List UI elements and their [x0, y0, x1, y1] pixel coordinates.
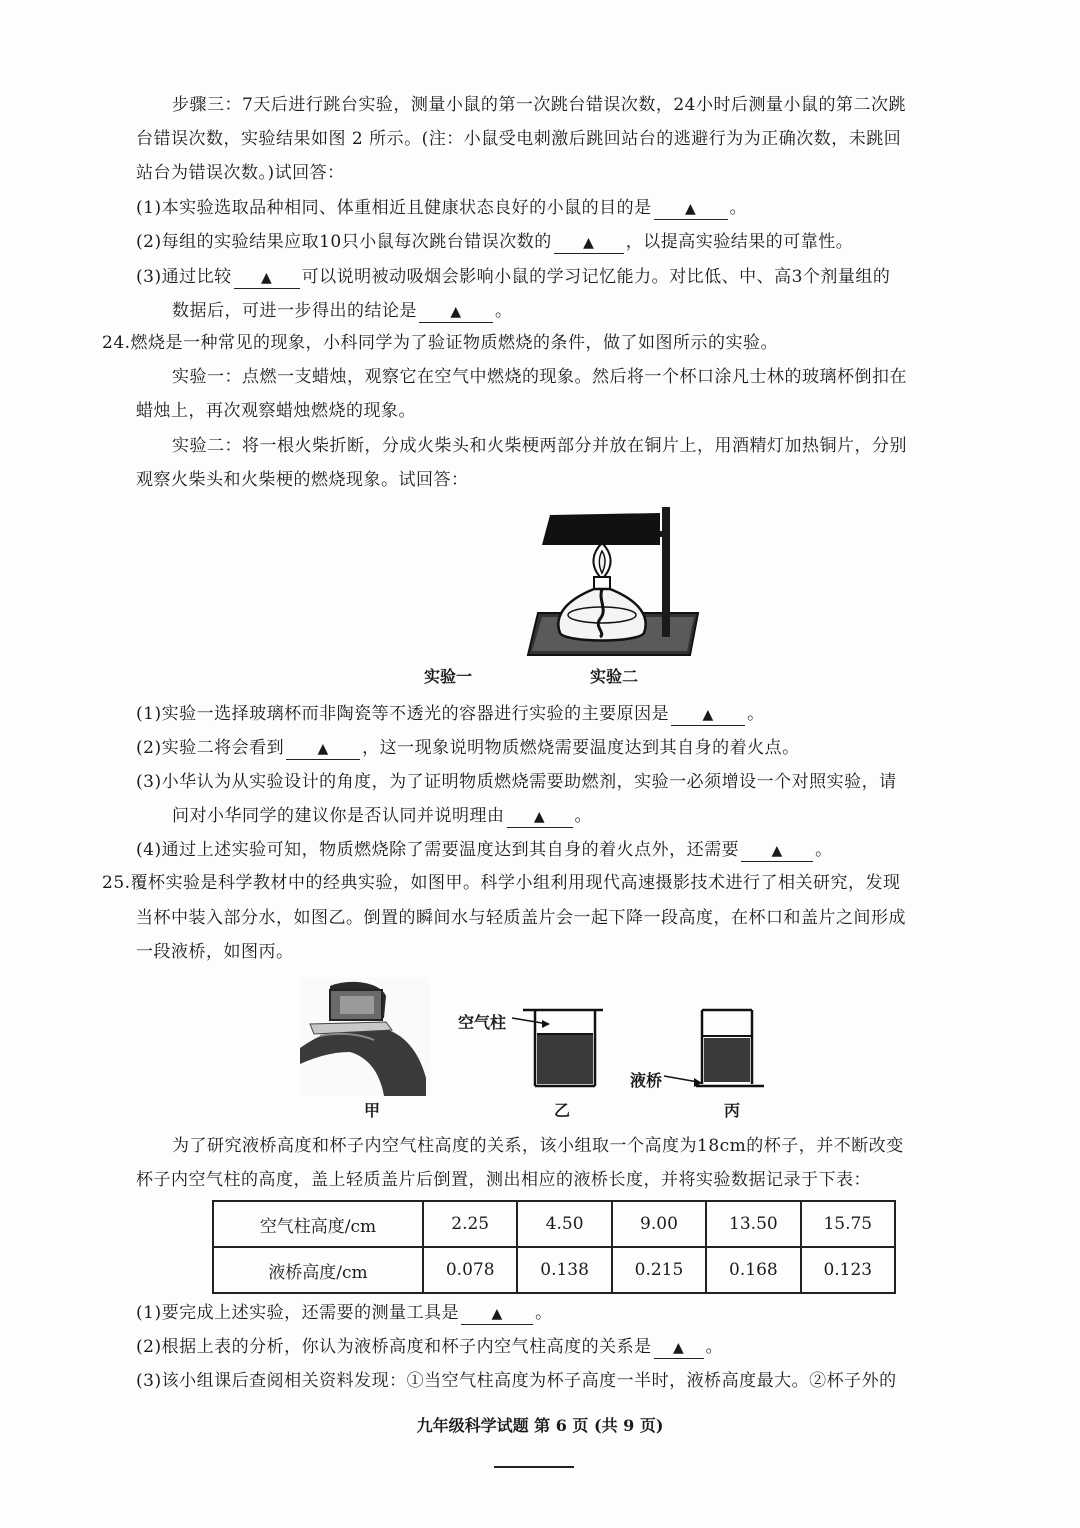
q24-exp1-line2: 蜡烛上，再次观察蜡烛燃烧的现象。 — [136, 401, 416, 421]
figure-caption-bing: 丙 — [724, 1101, 741, 1120]
row-header-liquid-bridge: 液桥高度/cm — [213, 1247, 423, 1293]
q23-part1: (1)本实验选取品种相同、体重相近且健康状态良好的小鼠的目的是 ▲ 。 — [136, 198, 748, 218]
q23-part3: (3)通过比较 ▲ 可以说明被动吸烟会影响小鼠的学习记忆能力。对比低、中、高3个剂量组的 — [136, 267, 891, 287]
answer-blank[interactable]: ▲ — [507, 806, 573, 828]
divider — [494, 1466, 574, 1468]
page-footer: 九年级科学试题 第 6 页 (共 9 页) — [416, 1416, 664, 1435]
q25-intro-line3: 一段液桥，如图丙。 — [136, 942, 294, 962]
q25-para-line2: 杯子内空气柱的高度，盖上轻质盖片后倒置，测出相应的液桥长度，并将实验数据记录于下表： — [136, 1170, 871, 1190]
alcohol-lamp-figure — [520, 505, 700, 665]
answer-blank[interactable]: ▲ — [741, 840, 813, 862]
step3-line3: 站台为错误次数。)试回答： — [136, 163, 345, 183]
label-air-column: 空气柱 — [458, 1013, 507, 1032]
table-cell: 2.25 — [423, 1201, 517, 1247]
table-cell: 0.138 — [517, 1247, 611, 1293]
answer-blank[interactable]: ▲ — [671, 704, 745, 726]
cup-diagram-bing — [692, 1002, 772, 1092]
table-row — [213, 1247, 895, 1293]
q23-part3-cont: 数据后，可进一步得出的结论是 ▲ 。 — [172, 301, 513, 321]
cup-photo-jia — [300, 978, 430, 1096]
q25-para-line1: 为了研究液桥高度和杯子内空气柱高度的关系，该小组取一个高度为18cm的杯子，并不断改变 — [172, 1136, 904, 1156]
q24-part4: (4)通过上述实验可知，物质燃烧除了需要温度达到其自身的着火点外，还需要 ▲ 。 — [136, 840, 833, 860]
answer-blank[interactable]: ▲ — [461, 1303, 533, 1325]
q24-part3-cont: 问对小华同学的建议你是否认同并说明理由 ▲ 。 — [172, 806, 592, 826]
q24-part3: (3)小华认为从实验设计的角度，为了证明物质燃烧需要助燃剂，实验一必须增设一个对照实验，请 — [136, 772, 897, 792]
table-cell: 9.00 — [612, 1201, 706, 1247]
arrow-icon — [512, 1012, 552, 1032]
figure-caption-exp2: 实验二 — [590, 667, 639, 686]
q24-part2: (2)实验二将会看到 ▲ ，这一现象说明物质燃烧需要温度达到其自身的着火点。 — [136, 738, 800, 758]
arrow-icon — [664, 1070, 704, 1090]
q25-part3: (3)该小组课后查阅相关资料发现：①当空气柱高度为杯子高度一半时，液桥高度最大。②杯子外的 — [136, 1371, 897, 1391]
q24-intro: 24.燃烧是一种常见的现象，小科同学为了验证物质燃烧的条件，做了如图所示的实验。 — [102, 333, 779, 353]
q24-part1: (1)实验一选择玻璃杯而非陶瓷等不透光的容器进行实验的主要原因是 ▲ 。 — [136, 704, 765, 724]
table-cell: 0.078 — [423, 1247, 517, 1293]
figure-caption-yi: 乙 — [554, 1101, 571, 1120]
q23-part2: (2)每组的实验结果应取10只小鼠每次跳台错误次数的 ▲ ，以提高实验结果的可靠性。 — [136, 232, 854, 252]
table-cell: 15.75 — [801, 1201, 895, 1247]
data-table — [212, 1200, 896, 1294]
table-cell: 4.50 — [517, 1201, 611, 1247]
q24-exp2-line2: 观察火柴头和火柴梗的燃烧现象。试回答： — [136, 470, 469, 490]
q25-part2: (2)根据上表的分析，你认为液桥高度和杯子内空气柱高度的关系是 ▲ 。 — [136, 1337, 724, 1357]
q25-intro-line1: 25.覆杯实验是科学教材中的经典实验，如图甲。科学小组利用现代高速摄影技术进行了相关研究，发现 — [102, 873, 901, 893]
table-cell: 0.215 — [612, 1247, 706, 1293]
q25-intro-line2: 当杯中装入部分水，如图乙。倒置的瞬间水与轻质盖片会一起下降一段高度，在杯口和盖片之间形成 — [136, 908, 906, 928]
table-cell: 0.168 — [706, 1247, 800, 1293]
table-cell: 13.50 — [706, 1201, 800, 1247]
figure-caption-exp1: 实验一 — [424, 667, 473, 686]
table-cell: 0.123 — [801, 1247, 895, 1293]
q25-part1: (1)要完成上述实验，还需要的测量工具是 ▲ 。 — [136, 1303, 553, 1323]
figure-caption-jia: 甲 — [364, 1101, 381, 1120]
q24-exp2-line1: 实验二：将一根火柴折断，分成火柴头和火柴梗两部分并放在铜片上，用酒精灯加热铜片，分别 — [172, 436, 907, 456]
label-liquid-bridge: 液桥 — [630, 1071, 663, 1090]
step3-line2: 台错误次数，实验结果如图 2 所示。(注：小鼠受电刺激后跳回站台的逃避行为为正确次数，未跳回 — [136, 129, 902, 149]
answer-blank[interactable]: ▲ — [234, 267, 300, 289]
answer-blank[interactable]: ▲ — [654, 1337, 704, 1359]
step3-line1: 步骤三：7天后进行跳台实验，测量小鼠的第一次跳台错误次数，24小时后测量小鼠的第二次跳 — [172, 95, 906, 115]
answer-blank[interactable]: ▲ — [286, 738, 360, 760]
answer-blank[interactable]: ▲ — [419, 301, 493, 323]
table-row — [213, 1201, 895, 1247]
answer-blank[interactable]: ▲ — [654, 198, 728, 220]
row-header-air-column: 空气柱高度/cm — [213, 1201, 423, 1247]
q24-exp1-line1: 实验一：点燃一支蜡烛，观察它在空气中燃烧的现象。然后将一个杯口涂凡士林的玻璃杯倒扣在 — [172, 367, 907, 387]
answer-blank[interactable]: ▲ — [554, 232, 624, 254]
